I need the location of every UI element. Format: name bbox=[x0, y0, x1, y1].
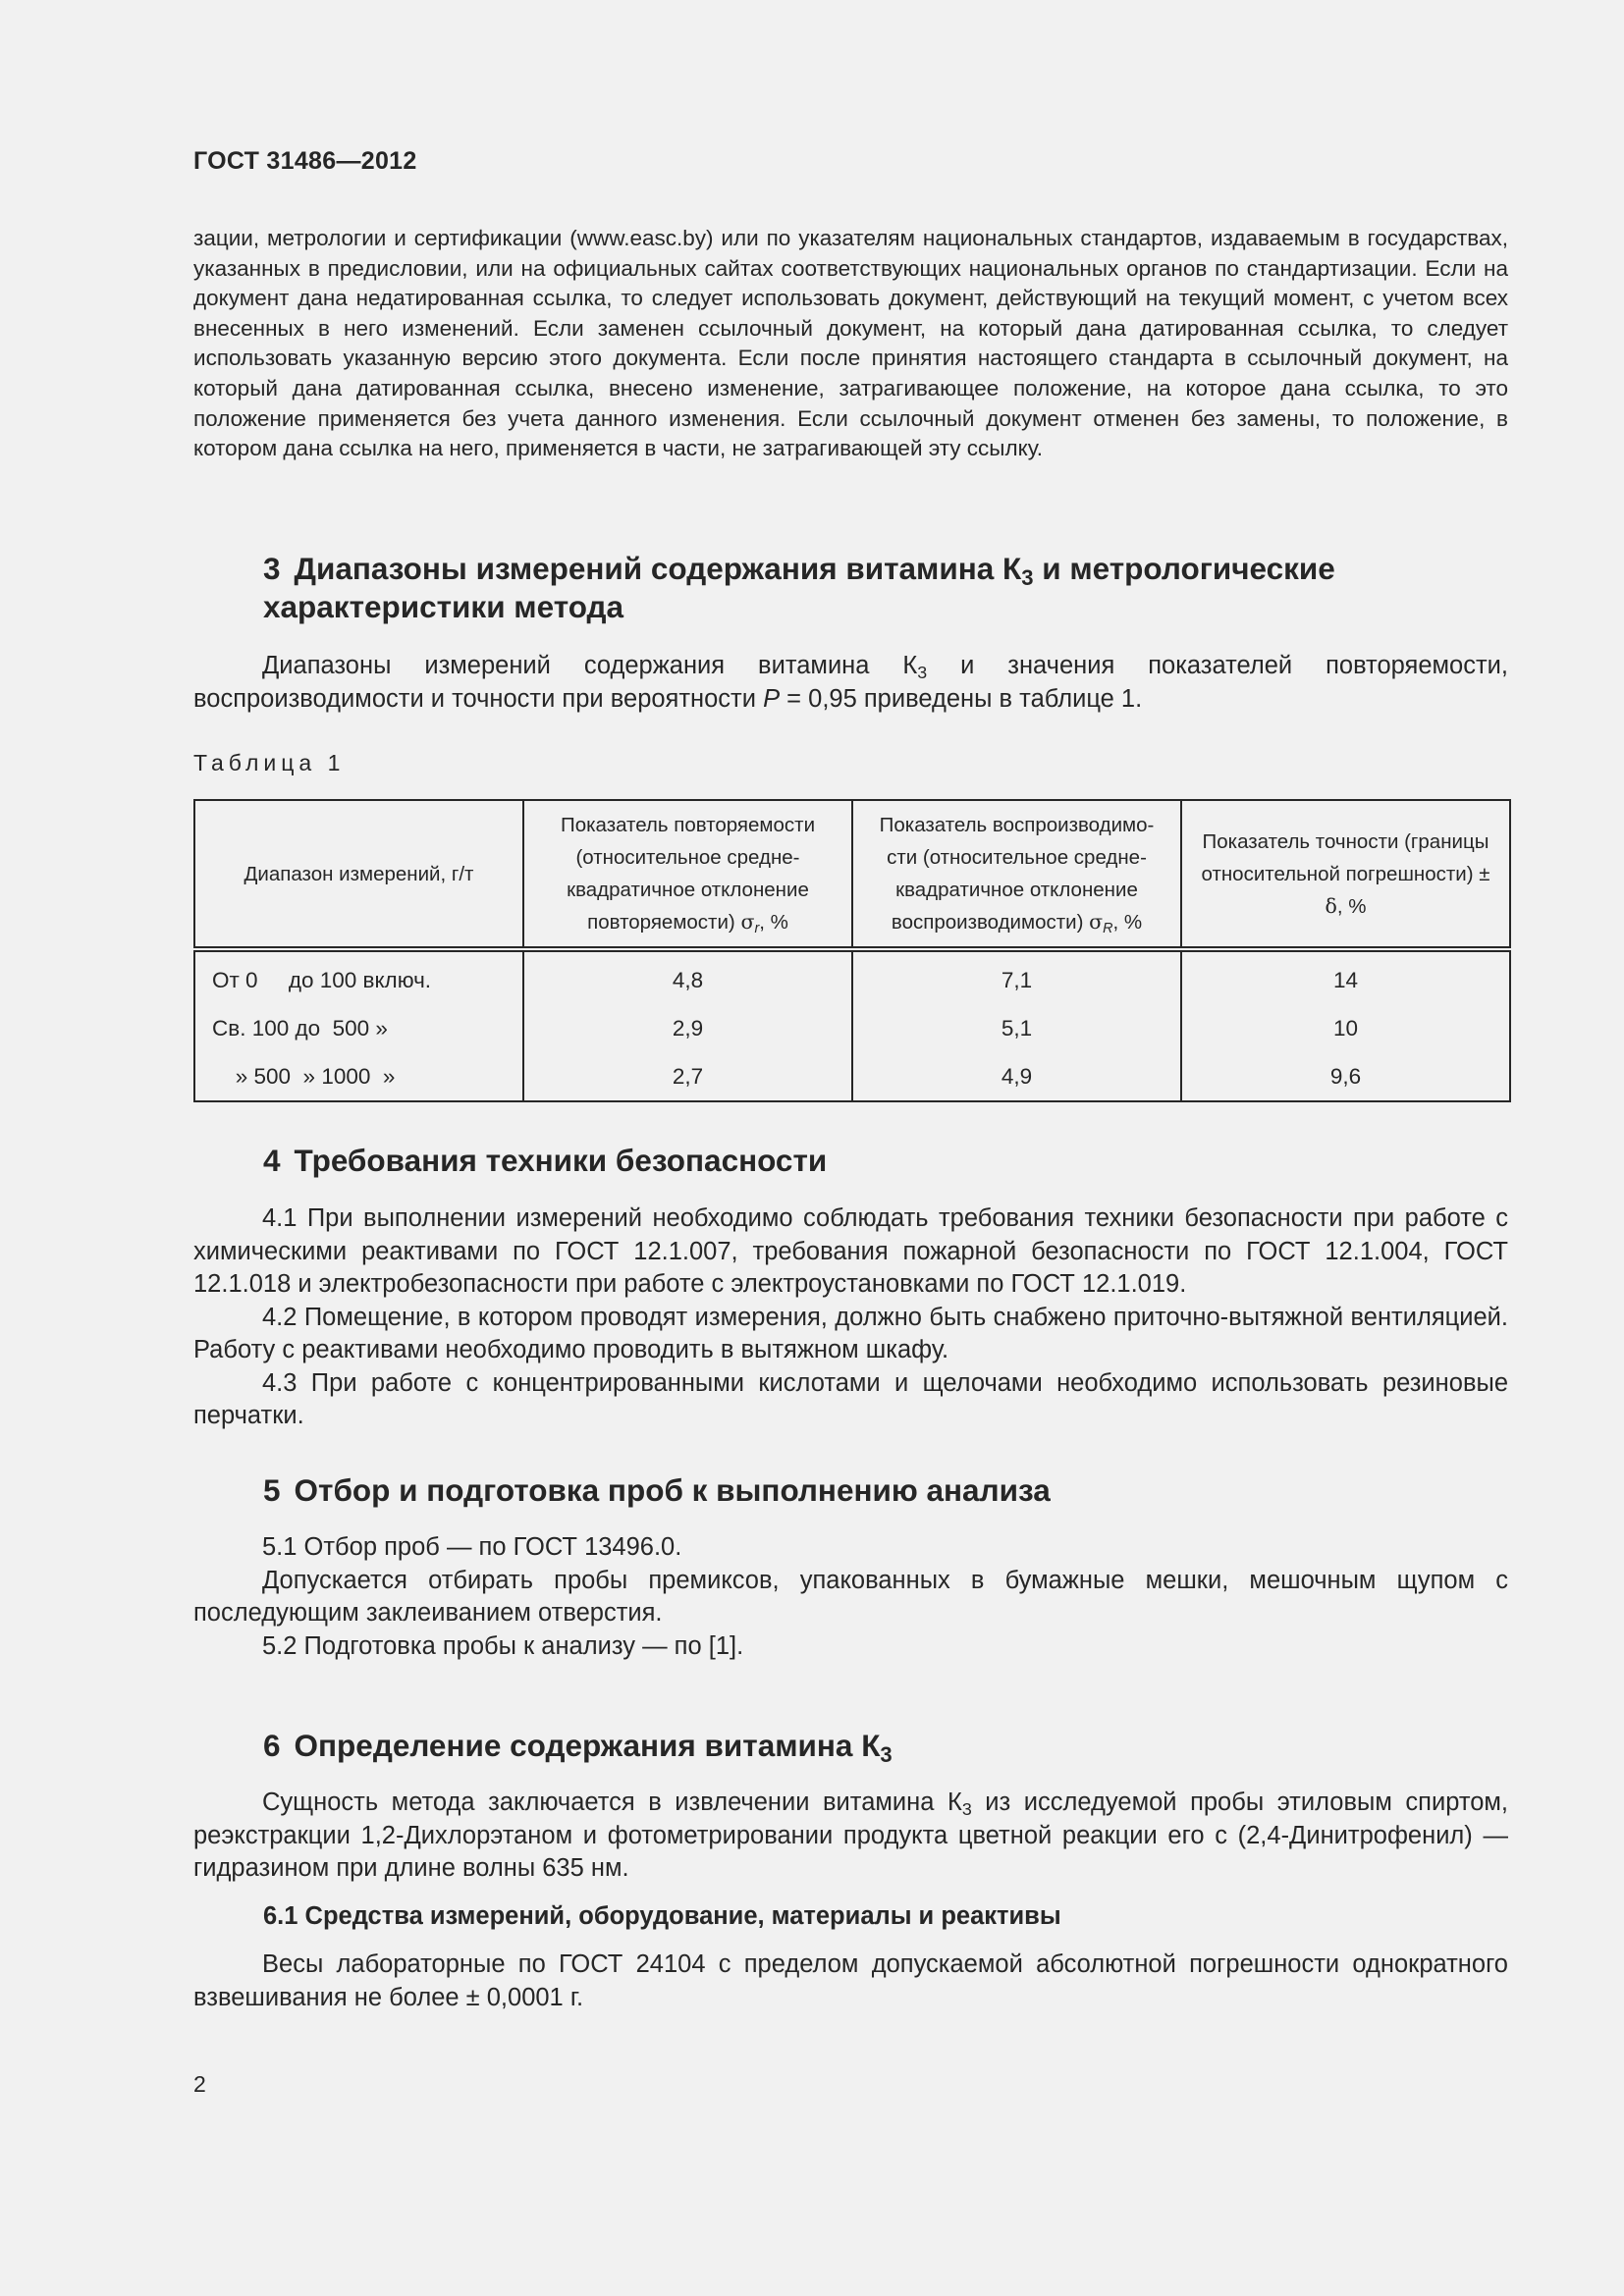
header-accuracy: Показатель точности (границы относительной погрешности) ± δ, % bbox=[1181, 800, 1510, 949]
section2-continuation bbox=[193, 224, 1508, 464]
section4-heading: 4 Требования техники безопасности bbox=[263, 1143, 828, 1178]
standard-code: ГОСТ 31486—2012 bbox=[193, 147, 417, 175]
cell-range: От 0 до 100 включ. bbox=[212, 967, 432, 992]
cell-repeatability: 4,8 bbox=[523, 949, 852, 1004]
section2-paragraph: зации, метрологии и сертификации (www.easc.by) или по указателям национальных стандартов, издаваемым в государствах, указанных в предисловии, или на официальных сайтах соответствующих национальных органов по стандартизации. Если на документ дана недатированная ссылка, то следует использовать документ, действующий на текущий момент, с учетом всех внесенных в него изменений. Если заменен ссылочный документ, на который дана датированная ссылка, то следует использовать указанную версию этого документа. Если после принятия настоящего стандарта в ссылочный документ, на который дана датированная ссылка, внесено изменение, затрагивающее положение, на которое дана ссылка, то это положение применяется без учета данного изменения. Если ссылочный документ отменен без замены, то положение, в котором дана ссылка на него, применяется в части, не затрагивающей эту ссылку. bbox=[193, 226, 1508, 461]
cell-repeatability: 2,9 bbox=[523, 1004, 852, 1052]
section6-1-body bbox=[193, 1949, 1508, 2014]
cell-range: » 500 » 1000 » bbox=[217, 1063, 396, 1089]
section6-heading: 6 Определение содержания витамина $К_3$ bbox=[263, 1728, 893, 1768]
section4-paragraph-2: 4.2 Помещение, в котором проводят измерения, должно быть снабжено приточно-вытяжной вентиляцией. Работу с реактивами необходимо проводить в вытяжном шкафу. bbox=[193, 1303, 1508, 1363]
section3-paragraph: Диапазоны измерений содержания витамина $К_3$ и значения показателей повторяемости, воспроизводимости и точности при вероятности P = 0,95 приведены в таблице 1. bbox=[193, 652, 1508, 713]
section6-paragraph-2: Весы лабораторные по ГОСТ 24104 с пределом допускаемой абсолютной погрешности однократного взвешивания не более ± 0,0001 г. bbox=[193, 1950, 1508, 2011]
section3-heading: 3 Диапазоны измерений содержания витамина $К_3$ и метрологические характеристики метода bbox=[263, 551, 1335, 624]
section5-paragraph-1: 5.1 Отбор проб — по ГОСТ 13496.0. bbox=[262, 1533, 682, 1561]
header-reproducibility: Показатель воспроизводимо-сти (относительное средне-квадратичное отклонение воспроизводимости) $\sigma_R$, % bbox=[852, 800, 1181, 949]
section6-intro bbox=[193, 1787, 1508, 1886]
section5-heading: 5 Отбор и подготовка проб к выполнению анализа bbox=[263, 1472, 1051, 1508]
cell-reproducibility: 4,9 bbox=[852, 1052, 1181, 1101]
table-row bbox=[194, 1052, 1510, 1101]
cell-reproducibility: 5,1 bbox=[852, 1004, 1181, 1052]
table-header-row bbox=[194, 800, 1510, 949]
table-row bbox=[194, 1004, 1510, 1052]
cell-repeatability: 2,7 bbox=[523, 1052, 852, 1101]
cell-accuracy: 10 bbox=[1181, 1004, 1510, 1052]
section5-paragraph-2: Допускается отбирать пробы премиксов, упакованных в бумажные мешки, мешочным щупом с последующим заклеиванием отверстия. bbox=[193, 1566, 1508, 1627]
section5-body bbox=[193, 1531, 1508, 1663]
section5-paragraph-3: 5.2 Подготовка пробы к анализу — по [1]. bbox=[262, 1631, 744, 1660]
table-row bbox=[194, 949, 1510, 1004]
table-caption: Таблица 1 bbox=[193, 750, 346, 775]
measurement-table bbox=[193, 799, 1511, 1102]
section3-number: 3 bbox=[263, 551, 281, 586]
subsection-6-1-heading: 6.1 Средства измерений, оборудование, материалы и реактивы bbox=[263, 1902, 1061, 1930]
section4-paragraph-3: 4.3 При работе с концентрированными кислотами и щелочами необходимо использовать резиновые перчатки. bbox=[193, 1368, 1508, 1429]
header-repeatability: Показатель повторяемости (относительное средне-квадратичное отклонение повторяемости) $\sigma_r$, % bbox=[523, 800, 852, 949]
cell-range: Св. 100 до 500 » bbox=[212, 1015, 388, 1041]
section4-body bbox=[193, 1202, 1508, 1433]
cell-accuracy: 9,6 bbox=[1181, 1052, 1510, 1101]
page-number: 2 bbox=[193, 2071, 206, 2097]
cell-reproducibility: 7,1 bbox=[852, 949, 1181, 1004]
header-range: Диапазон измерений, г/т bbox=[194, 800, 523, 949]
section3-intro bbox=[193, 650, 1508, 716]
section4-paragraph-1: 4.1 При выполнении измерений необходимо соблюдать требования техники безопасности при работе с химическими реактивами по ГОСТ 12.1.007, требования пожарной безопасности по ГОСТ 12.1.004, ГОСТ 12.1.018 и электробезопасности при работе с электроустановками по ГОСТ 12.1.019. bbox=[193, 1204, 1508, 1298]
cell-accuracy: 14 bbox=[1181, 949, 1510, 1004]
section6-paragraph-1: Сущность метода заключается в извлечении витамина $К_3$ из исследуемой пробы этиловым спиртом, реэкстракции 1,2-Дихлорэтаном и фотометрировании продукта цветной реакции его с (2,4-Динитрофенил) — гидразином при длине волны 635 нм. bbox=[193, 1789, 1509, 1882]
